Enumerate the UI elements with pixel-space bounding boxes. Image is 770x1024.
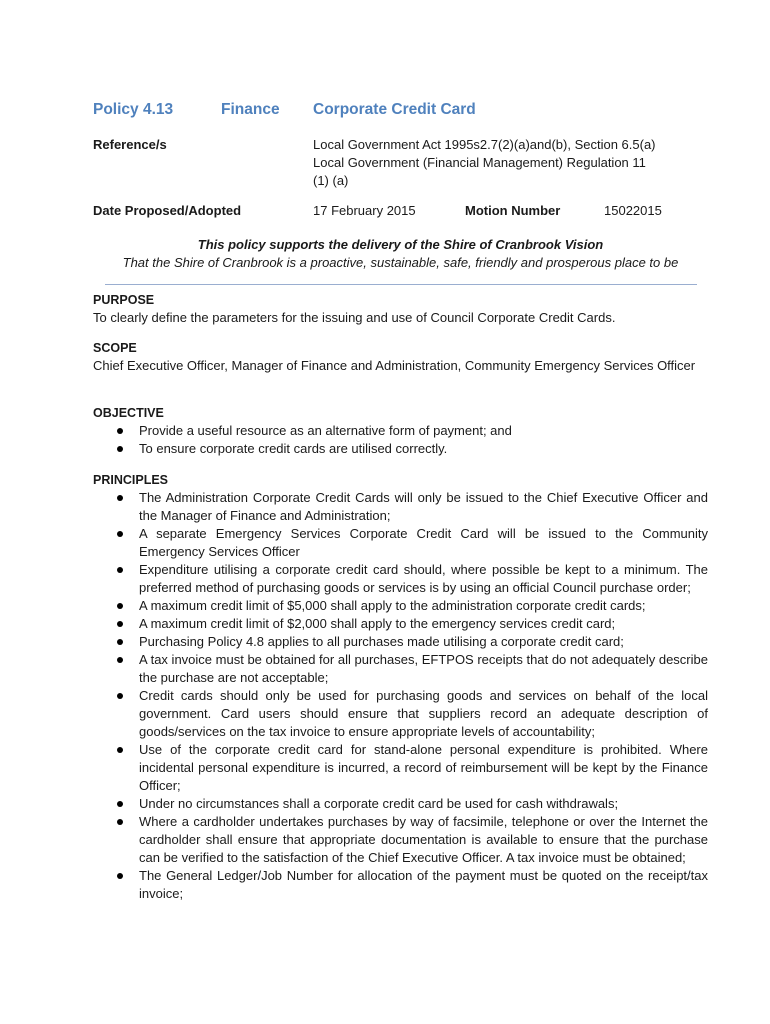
vision-text: That the Shire of Cranbrook is a proactive, sustainable, safe, friendly and prosperous place to be xyxy=(122,255,679,270)
bullet-icon xyxy=(117,621,123,627)
principles-section xyxy=(93,471,708,903)
bullet-icon xyxy=(117,495,123,501)
bullet-icon xyxy=(117,639,123,645)
objective-section xyxy=(93,404,708,458)
principles-list xyxy=(93,489,708,903)
list-item: A maximum credit limit of $5,000 shall apply to the administration corporate credit cards; xyxy=(93,597,708,615)
vision-intro: This policy supports the delivery of the Shire of Cranbrook Vision xyxy=(197,237,604,252)
purpose-heading: PURPOSE xyxy=(93,293,155,307)
bullet-icon xyxy=(117,819,123,825)
bullet-icon xyxy=(117,567,123,573)
reference-line: Local Government Act 1995s2.7(2)(a)and(b), Section 6.5(a) xyxy=(313,137,656,152)
policy-category: Finance xyxy=(221,101,280,118)
policy-title-row xyxy=(93,101,708,123)
motion-number-label: Motion Number xyxy=(465,203,561,218)
list-item: A tax invoice must be obtained for all purchases, EFTPOS receipts that do not adequately describe the purchase are not acceptable; xyxy=(93,651,708,687)
principles-heading: PRINCIPLES xyxy=(93,473,169,487)
scope-text: Chief Executive Officer, Manager of Finance and Administration, Community Emergency Services Officer xyxy=(93,358,696,373)
list-item: To ensure corporate credit cards are utilised correctly. xyxy=(93,440,708,458)
list-item: Under no circumstances shall a corporate credit card be used for cash withdrawals; xyxy=(93,795,708,813)
list-item: A separate Emergency Services Corporate Credit Card will be issued to the Community Emergency Services Officer xyxy=(93,525,708,561)
scope-heading: SCOPE xyxy=(93,341,137,355)
bullet-icon xyxy=(117,428,123,434)
purpose-section xyxy=(93,291,708,327)
list-item: A maximum credit limit of $2,000 shall apply to the emergency services credit card; xyxy=(93,615,708,633)
date-label: Date Proposed/Adopted xyxy=(93,203,242,218)
motion-number-value: 15022015 xyxy=(604,203,662,218)
bullet-icon xyxy=(117,531,123,537)
objective-list xyxy=(93,422,708,458)
bullet-icon xyxy=(117,873,123,879)
date-value: 17 February 2015 xyxy=(313,203,416,218)
list-item: The Administration Corporate Credit Cards will only be issued to the Chief Executive Officer and the Manager of Finance and Administration; xyxy=(93,489,708,525)
divider-line xyxy=(105,284,697,285)
scope-section xyxy=(93,339,708,375)
reference-line: Local Government (Financial Management) Regulation 11 xyxy=(313,155,646,170)
list-item: Use of the corporate credit card for stand-alone personal expenditure is prohibited. Where incidental personal expenditure is incurred, a record of reimbursement will be kept by the Finance Officer; xyxy=(93,741,708,795)
list-item: The General Ledger/Job Number for allocation of the payment must be quoted on the receipt/tax invoice; xyxy=(93,867,708,903)
vision-statement xyxy=(93,236,708,272)
reference-label: Reference/s xyxy=(93,137,167,152)
purpose-text: To clearly define the parameters for the issuing and use of Council Corporate Credit Cards. xyxy=(93,310,616,325)
list-item: Credit cards should only be used for purchasing goods and services on behalf of the local government. Card users should ensure that suppliers record an adequate description of goods/services on the tax invoice to ensure appropriate levels of accountability; xyxy=(93,687,708,741)
reference-line: (1) (a) xyxy=(313,173,349,188)
bullet-icon xyxy=(117,747,123,753)
list-item: Where a cardholder undertakes purchases by way of facsimile, telephone or over the Internet the cardholder shall ensure that appropriate documentation is available to ensure that the purchase can be verified to the satisfaction of the Chief Executive Officer. A tax invoice must be obtained; xyxy=(93,813,708,867)
list-item: Expenditure utilising a corporate credit card should, where possible be kept to a minimum. The preferred method of purchasing goods or services is by using an official Council purchase order; xyxy=(93,561,708,597)
list-item: Purchasing Policy 4.8 applies to all purchases made utilising a corporate credit card; xyxy=(93,633,708,651)
policy-title: Corporate Credit Card xyxy=(313,101,476,118)
policy-number: Policy 4.13 xyxy=(93,101,174,118)
reference-value xyxy=(313,136,713,190)
bullet-icon xyxy=(117,801,123,807)
bullet-icon xyxy=(117,603,123,609)
bullet-icon xyxy=(117,446,123,452)
bullet-icon xyxy=(117,693,123,699)
list-item: Provide a useful resource as an alternative form of payment; and xyxy=(93,422,708,440)
bullet-icon xyxy=(117,657,123,663)
objective-heading: OBJECTIVE xyxy=(93,406,164,420)
